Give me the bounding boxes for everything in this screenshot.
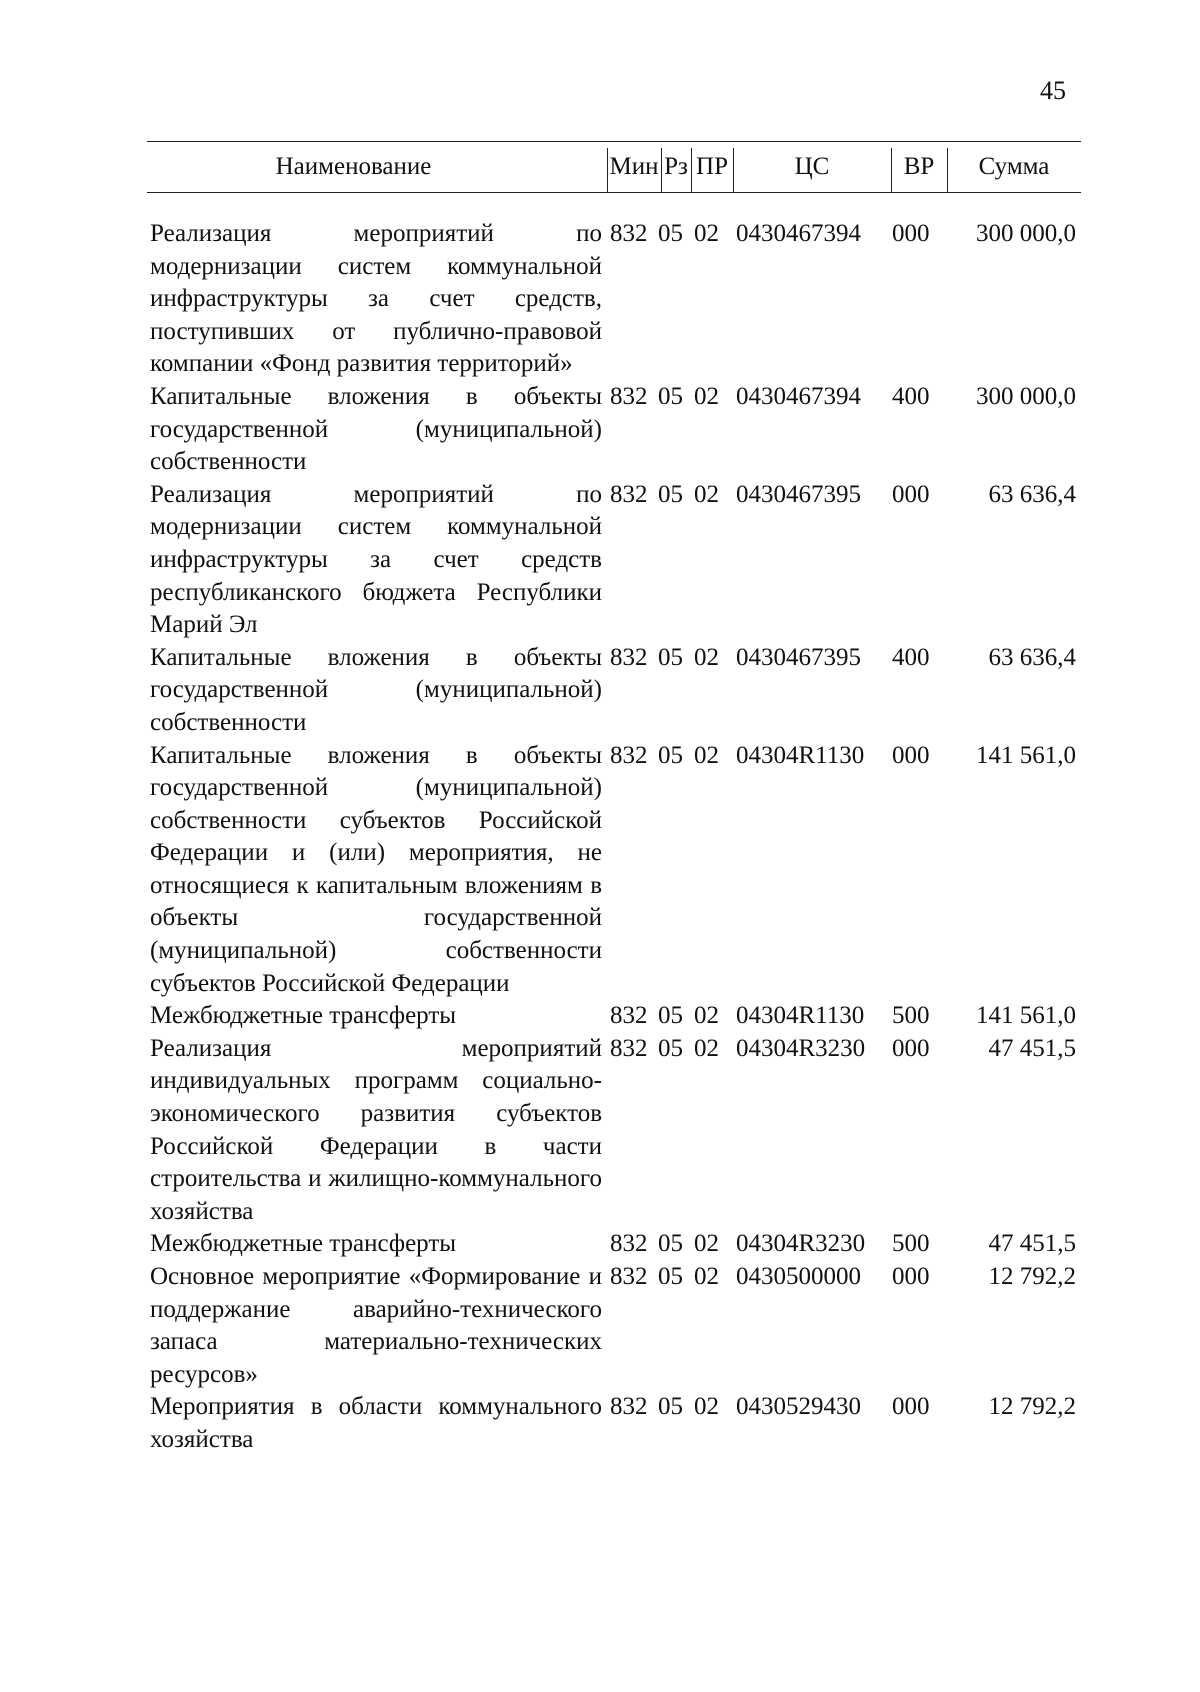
row-name: Реализация мероприятий по модернизации систем коммунальной инфраструктуры за счет средств, поступивших от публично-правовой компании «Фонд развития территорий»: [150, 220, 602, 378]
table-row: [0, 218, 1200, 381]
row-rz: 05: [658, 1034, 683, 1062]
row-name: Межбюджетные трансферты: [150, 1002, 457, 1030]
row-rz: 05: [658, 643, 683, 671]
page-number: 45: [1040, 76, 1066, 105]
table-row: [0, 642, 1200, 740]
row-cs: 04304R1130: [736, 741, 865, 769]
row-min: 832: [610, 1393, 648, 1421]
header-vr: ВР: [903, 153, 935, 180]
row-pr: 02: [694, 741, 719, 769]
row-min: 832: [610, 1263, 648, 1290]
row-name: Основное мероприятие «Формирование и поддержание аварийно-технического запаса материально-технических ресурсов»: [150, 1263, 602, 1388]
table-row: [0, 1391, 1200, 1456]
row-rz: 05: [658, 382, 683, 410]
row-min: 832: [610, 643, 648, 671]
row-vr: 000: [892, 220, 930, 247]
row-vr: 000: [892, 1263, 930, 1290]
row-name: Реализация мероприятий индивидуальных программ социально-экономического развития субъектов Российской Федерации в части строительства и жилищно-коммунального хозяйства: [150, 1034, 602, 1225]
header-sum: Сумма: [978, 153, 1050, 180]
row-cs: 0430467394: [736, 382, 861, 410]
row-name: Мероприятия в области коммунального хозяйства: [150, 1393, 602, 1453]
row-pr: 02: [694, 382, 719, 410]
row-sum: 141 561,0: [976, 1002, 1076, 1030]
row-name: Межбюджетные трансферты: [150, 1230, 457, 1258]
header-min: Мин: [609, 153, 659, 180]
row-cs: 0430529430: [736, 1393, 861, 1421]
row-min: 832: [610, 220, 648, 247]
row-rz: 05: [658, 1263, 683, 1290]
table-body: [0, 218, 1200, 1457]
row-vr: 400: [892, 643, 930, 671]
row-name: Капитальные вложения в объекты государственной (муниципальной) собственности: [150, 382, 602, 476]
row-pr: 02: [694, 1263, 719, 1290]
row-cs: 04304R3230: [736, 1034, 866, 1062]
row-sum: 300 000,0: [976, 220, 1076, 247]
row-min: 832: [610, 480, 648, 508]
row-pr: 02: [694, 1393, 719, 1421]
row-vr: 400: [892, 382, 930, 410]
row-pr: 02: [694, 1002, 719, 1030]
table-row: [0, 740, 1200, 1001]
row-cs: 0430500000: [736, 1263, 861, 1290]
row-sum: 47 451,5: [988, 1230, 1076, 1258]
row-min: 832: [610, 1002, 648, 1030]
row-rz: 05: [658, 1002, 683, 1030]
row-vr: 500: [892, 1002, 930, 1030]
row-pr: 02: [694, 220, 719, 247]
row-vr: 500: [892, 1230, 930, 1258]
row-sum: 300 000,0: [976, 382, 1076, 410]
row-cs: 0430467394: [736, 220, 861, 247]
row-sum: 12 792,2: [988, 1263, 1076, 1290]
row-min: 832: [610, 382, 648, 410]
row-name: Капитальные вложения в объекты государственной (муниципальной) собственности субъектов Российской Федерации и (или) мероприятия, не относящиеся к капитальным вложениям в объекты государственной (муниципальной) собственности субъектов Российской Федерации: [150, 741, 602, 997]
row-rz: 05: [658, 480, 683, 508]
row-min: 832: [610, 741, 648, 769]
row-name: Капитальные вложения в объекты государственной (муниципальной) собственности: [150, 643, 602, 736]
row-pr: 02: [694, 480, 719, 508]
row-sum: 63 636,4: [988, 480, 1076, 508]
row-rz: 05: [658, 220, 683, 247]
table-row: [0, 1000, 1200, 1033]
row-rz: 05: [658, 741, 683, 769]
row-sum: 47 451,5: [988, 1034, 1076, 1062]
row-vr: 000: [892, 480, 930, 508]
row-name: Реализация мероприятий по модернизации систем коммунальной инфраструктуры за счет средств республиканского бюджета Республики Марий Эл: [150, 480, 602, 639]
header-cs: ЦС: [794, 153, 830, 180]
row-vr: 000: [892, 1393, 930, 1421]
row-sum: 12 792,2: [988, 1393, 1076, 1421]
row-min: 832: [610, 1034, 648, 1062]
row-cs: 04304R3230: [736, 1230, 866, 1258]
header-pr: ПР: [696, 153, 728, 180]
row-cs: 0430467395: [736, 480, 861, 508]
table-header: [147, 141, 1081, 193]
row-pr: 02: [694, 1034, 719, 1062]
row-vr: 000: [892, 1034, 930, 1062]
row-pr: 02: [694, 1230, 719, 1258]
table-row: [0, 1261, 1200, 1391]
header-name: Наименование: [275, 153, 432, 180]
row-sum: 141 561,0: [976, 741, 1076, 769]
row-rz: 05: [658, 1393, 683, 1421]
table-row: [0, 381, 1200, 479]
table-row: [0, 1228, 1200, 1261]
header-rz: Рз: [664, 153, 688, 180]
row-cs: 04304R1130: [736, 1002, 865, 1030]
table-row: [0, 1033, 1200, 1229]
row-rz: 05: [658, 1230, 683, 1258]
table-row: [0, 479, 1200, 642]
row-vr: 000: [892, 741, 930, 769]
row-min: 832: [610, 1230, 648, 1258]
row-pr: 02: [694, 643, 719, 671]
row-cs: 0430467395: [736, 643, 861, 671]
row-sum: 63 636,4: [988, 643, 1076, 671]
